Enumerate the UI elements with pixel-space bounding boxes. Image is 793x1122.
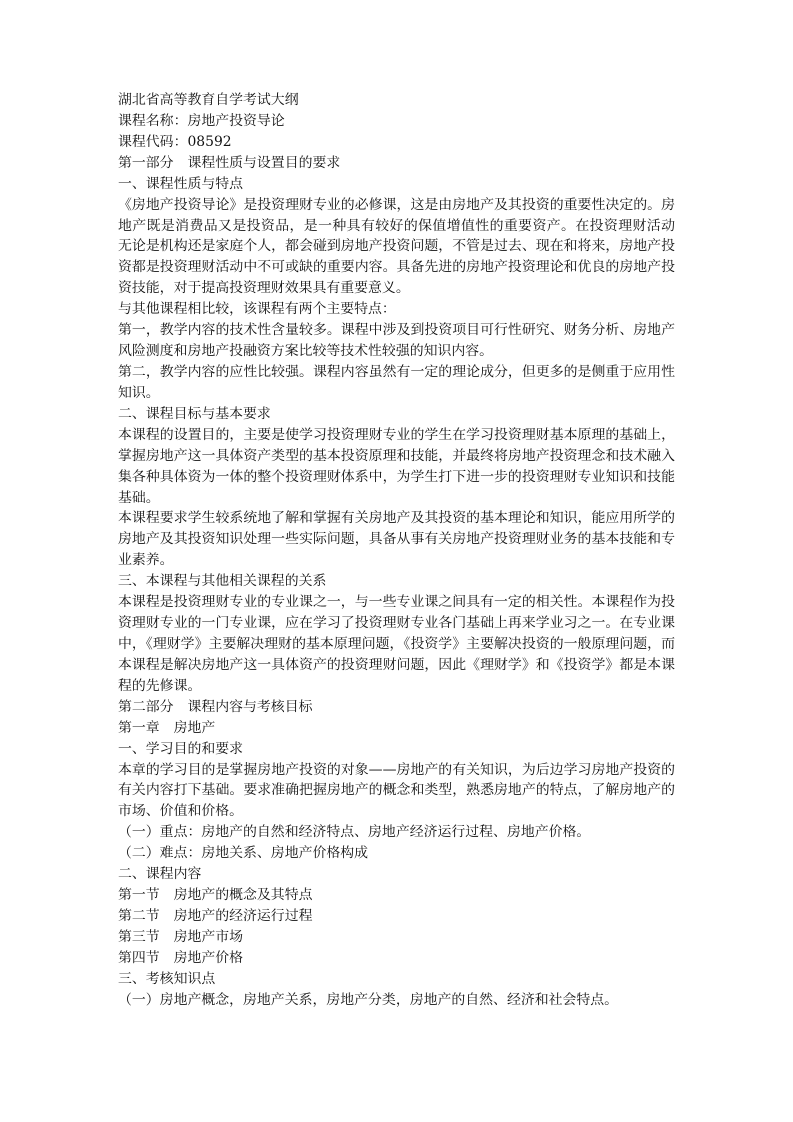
text-line: 中，《理财学》主要解决理财的基本原理问题，《投资学》主要解决投资的一般原理问题，而 (118, 635, 675, 652)
text-line: 业素养。 (118, 552, 174, 569)
text-line: 第一部分 课程性质与设置目的要求 (118, 154, 341, 171)
text-line: 第二，教学内容的应性比较强。课程内容虽然有一定的理论成分，但更多的是侧重于应用性 (118, 363, 675, 380)
text-line: 掌握房地产这一具体资产类型的基本投资原理和技能，并最终将房地产投资理念和技术融入 (118, 447, 675, 464)
text-line: 课程代码：08592 (118, 133, 232, 150)
text-line: 二、课程内容 (118, 866, 202, 883)
text-line: 无论是机构还是家庭个人，都会碰到房地产投资问题，不管是过去、现在和将来，房地产投 (118, 238, 675, 255)
text-line: 本课程的设置目的，主要是使学习投资理财专业的学生在学习投资理财基本原理的基础上， (118, 426, 675, 443)
text-line: 资理财专业的一门专业课，应在学习了投资理财专业各门基础上再来学业习之一。在专业课 (118, 615, 675, 632)
text-line: 基础。 (118, 489, 160, 506)
text-line: 第二节 房地产的经济运行过程 (118, 907, 313, 924)
text-line: 第二部分 课程内容与考核目标 (118, 698, 313, 715)
text-line: 《房地产投资导论》是投资理财专业的必修课，这是由房地产及其投资的重要性决定的。房 (118, 196, 675, 213)
text-line: 知识。 (118, 384, 160, 401)
text-line: 一、课程性质与特点 (118, 175, 244, 192)
text-line: 与其他课程相比较，该课程有两个主要特点： (118, 301, 396, 318)
text-line: （一）房地产概念，房地产关系，房地产分类，房地产的自然、经济和社会特点。 (118, 991, 619, 1008)
text-line: 本课程要求学生较系统地了解和掌握有关房地产及其投资的基本理论和知识，能应用所学的 (118, 510, 675, 527)
text-line: 第三节 房地产市场 (118, 928, 244, 945)
text-line: 资技能，对于提高投资理财效果具有重要意义。 (118, 280, 410, 297)
text-line: （二）难点：房地关系、房地产价格构成 (118, 845, 369, 862)
text-line: 风险测度和房地产投融资方案比较等技术性较强的知识内容。 (118, 343, 494, 360)
text-line: 三、考核知识点 (118, 970, 216, 987)
text-line: 集各种具体资为一体的整个投资理财体系中，为学生打下进一步的投资理财专业知识和技能 (118, 468, 675, 485)
text-line: 市场、价值和价格。 (118, 803, 244, 820)
text-line: 本课程是解决房地产这一具体资产的投资理财问题，因此《理财学》和《投资学》都是本课 (118, 656, 675, 673)
text-line: 有关内容打下基础。要求准确把握房地产的概念和类型，熟悉房地产的特点，了解房地产的 (118, 782, 675, 799)
text-line: （一）重点：房地产的自然和经济特点、房地产经济运行过程、房地产价格。 (118, 824, 591, 841)
text-line: 一、学习目的和要求 (118, 740, 244, 757)
text-line: 地产既是消费品又是投资品，是一种具有较好的保值增值性的重要资产。在投资理财活动 (118, 217, 675, 234)
text-line: 第一节 房地产的概念及其特点 (118, 887, 313, 904)
text-line: 第一，教学内容的技术性含量较多。课程中涉及到投资项目可行性研究、财务分析、房地产 (118, 322, 675, 339)
text-line: 第四节 房地产价格 (118, 949, 244, 966)
text-line: 房地产及其投资知识处理一些实际问题，具备从事有关房地产投资理财业务的基本技能和专 (118, 531, 675, 548)
text-line: 资都是投资理财活动中不可或缺的重要内容。具备先进的房地产投资理论和优良的房地产投 (118, 259, 675, 276)
text-line: 第一章 房地产 (118, 719, 216, 736)
text-line: 本章的学习目的是掌握房地产投资的对象——房地产的有关知识，为后边学习房地产投资的 (118, 761, 675, 778)
text-line: 本课程是投资理财专业的专业课之一，与一些专业课之间具有一定的相关性。本课程作为投 (118, 594, 675, 611)
text-line: 三、本课程与其他相关课程的关系 (118, 573, 327, 590)
document-page (118, 90, 675, 1011)
text-line: 程的先修课。 (118, 677, 202, 694)
text-line: 课程名称：房地产投资导论 (118, 112, 285, 129)
text-line: 二、课程目标与基本要求 (118, 405, 271, 422)
text-line: 湖北省高等教育自学考试大纲 (118, 92, 299, 108)
